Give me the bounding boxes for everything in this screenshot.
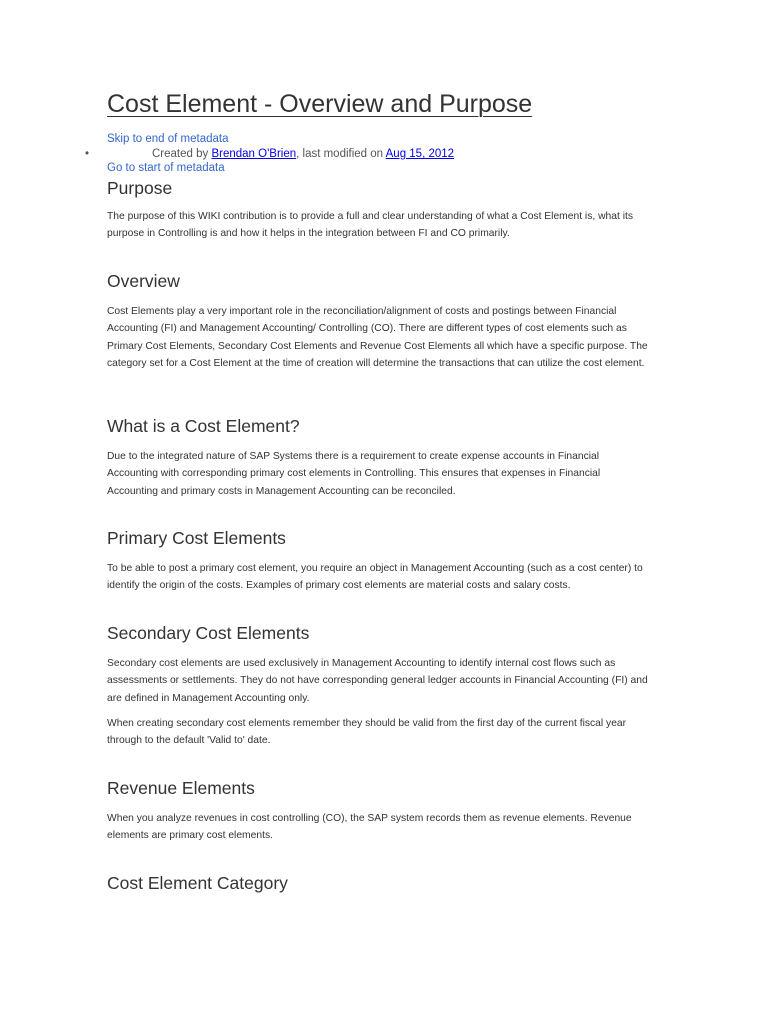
heading-primary-cost-elements: Primary Cost Elements <box>107 528 286 548</box>
modified-label: , last modified on <box>296 148 386 160</box>
heading-cost-element-category: Cost Element Category <box>107 873 288 893</box>
heading-revenue-elements: Revenue Elements <box>107 778 255 798</box>
paragraph-primary-cost-elements: To be able to post a primary cost element, you require an object in Management Accounting (such as a cost center) to identify the origin of the costs. Examples of primary cost elements are material costs and salary costs. <box>107 563 643 592</box>
paragraph-purpose: The purpose of this WIKI contribution is to provide a full and clear understanding of what a Cost Element is, what its purpose in Controlling is and how it helps in the integration between FI and CO primarily. <box>107 211 633 240</box>
paragraph-what-is-cost-element: Due to the integrated nature of SAP Systems there is a requirement to create expense accounts in Financial Accounting with corresponding primary cost elements in Controlling. This ensures that expenses in Financial Accounting and primary costs in Management Accounting can be reconciled. <box>107 451 601 497</box>
paragraph-overview: Cost Elements play a very important role in the reconciliation/alignment of costs and postings between Financial Accounting (FI) and Management Accounting/ Controlling (CO). There are different types of cost elements such as Primary Cost Elements, Secondary Cost Elements and Revenue Cost Elements all which have a specific purpose. The category set for a Cost Element at the time of creation will determine the transactions that can utilize the cost element. <box>107 306 648 369</box>
heading-secondary-cost-elements: Secondary Cost Elements <box>107 623 310 643</box>
heading-what-is-cost-element: What is a Cost Element? <box>107 416 300 436</box>
heading-purpose: Purpose <box>107 178 173 198</box>
paragraph-secondary-cost-elements: Secondary cost elements are used exclusively in Management Accounting to identify internal cost flows such as assessments or settlements. They do not have corresponding general ledger accounts in Financial Accounting (FI) and are defined in Management Accounting only. <box>107 658 648 704</box>
paragraph-revenue-elements: When you analyze revenues in cost controlling (CO), the SAP system records them as revenue elements. Revenue elements are primary cost elements. <box>107 813 632 842</box>
page-byline <box>152 148 454 160</box>
created-by-label: Created by <box>152 148 212 160</box>
author-link[interactable]: Brendan O'Brien <box>211 148 297 160</box>
skip-to-end-of-metadata-link[interactable]: Skip to end of metadata <box>107 133 229 145</box>
go-to-start-of-metadata-link[interactable]: Go to start of metadata <box>107 162 225 174</box>
modified-date-link[interactable]: Aug 15, 2012 <box>385 148 455 160</box>
heading-overview: Overview <box>107 271 180 291</box>
bullet-icon: • <box>85 148 90 160</box>
page-title: Cost Element - Overview and Purpose <box>107 90 533 118</box>
paragraph-secondary-validity: When creating secondary cost elements remember they should be valid from the first day of the current fiscal year through to the default 'Valid to' date. <box>107 718 627 747</box>
